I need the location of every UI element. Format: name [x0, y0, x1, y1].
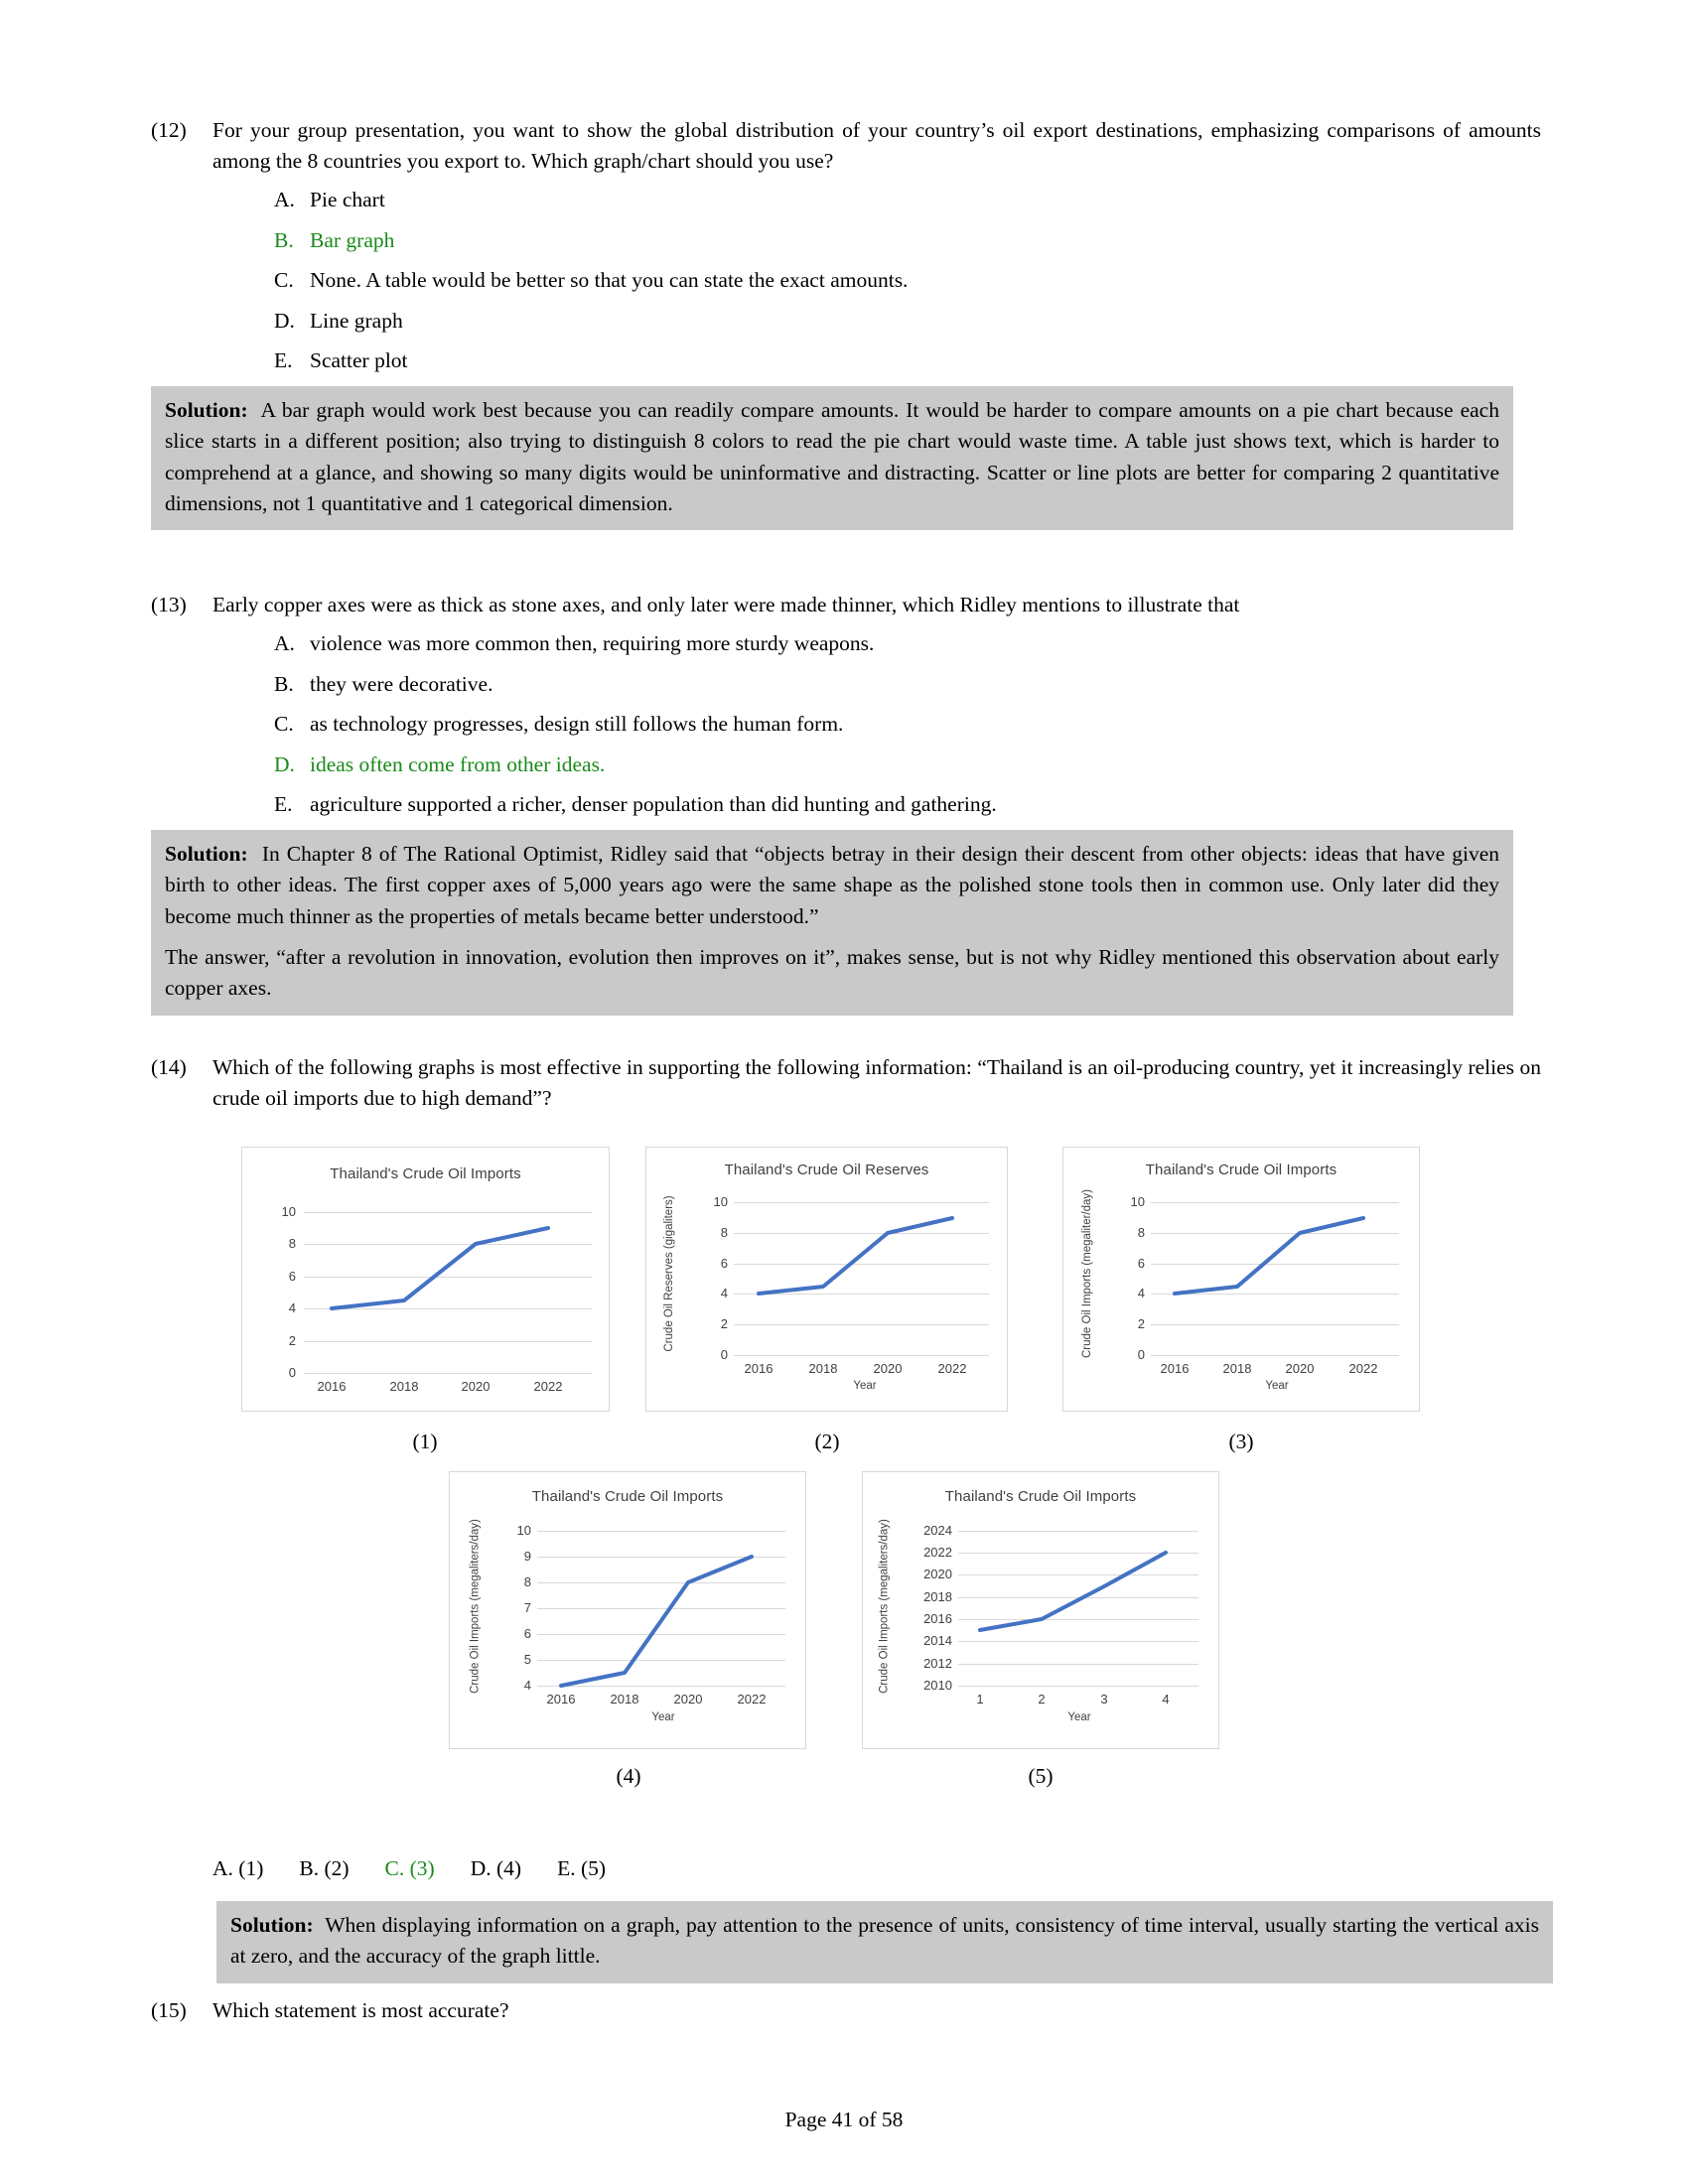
chart-2-yaxis-label: Crude Oil Reserves (gigaliters): [663, 1195, 675, 1352]
chart-2-xtick: 2020: [873, 1361, 903, 1376]
solution-paragraph-1: In Chapter 8 of The Rational Optimist, Ridley said that “objects betray in their design their descent from other objects: ideas that have given birth to other ideas. The first copper axes of 5,000 years ago were the same shape as the polished stone tools then in common use. Only later did they become much thinner as the properties of metals became better understood.”: [165, 841, 1499, 928]
chart-5-ytick: 2024: [923, 1523, 952, 1538]
chart-2-xtick: 2022: [937, 1361, 967, 1376]
chart-2-ytick: 10: [713, 1194, 728, 1209]
chart-3-xtick: 2018: [1222, 1361, 1252, 1376]
chart-3-ytick: 0: [1137, 1347, 1145, 1362]
chart-4-xtick: 2022: [737, 1692, 767, 1706]
choice-letter: B.: [274, 227, 294, 252]
chart-2-caption: (2): [814, 1430, 840, 1453]
question-12: [151, 115, 1541, 530]
chart-1-ytick: 8: [288, 1236, 296, 1251]
question-12-statement: [151, 115, 1541, 177]
answer-14-e[interactable]: [557, 1856, 606, 1881]
chart-2-ytick: 6: [720, 1256, 728, 1271]
chart-3-xtick: 2020: [1285, 1361, 1315, 1376]
solution-text: A bar graph would work best because you can readily compare amounts. It would be harder to compare amounts on a pie chart because each slice starts in a different position; also trying to distinguish 8 colors to read the pie chart would waste time. A table just shows text, which is harder to comprehend at a glance, and showing so many digits would be uninformative and distracting. Scatter or line plots are better for comparing 2 quantitative dimensions, not 1 quantitative and 1 categorical dimension.: [165, 397, 1499, 516]
chart-3-xtick: 2016: [1160, 1361, 1190, 1376]
chart-3-caption: (3): [1228, 1430, 1254, 1453]
question-13-solution: [151, 830, 1513, 1016]
chart-3-series: [1063, 1178, 1421, 1391]
chart-5-xtick: 1: [976, 1692, 984, 1706]
chart-3-ytick: 4: [1137, 1286, 1145, 1300]
choice-12-e[interactable]: [274, 345, 1541, 376]
chart-3-title: Thailand's Crude Oil Imports: [1145, 1161, 1337, 1178]
chart-2-ytick: 4: [720, 1286, 728, 1300]
chart-5-ytick: 2012: [923, 1656, 952, 1671]
chart-4-ytick: 10: [516, 1523, 531, 1538]
chart-5-ytick: 2010: [923, 1678, 952, 1693]
chart-3-ytick: 8: [1137, 1225, 1145, 1240]
chart-3-ytick: 10: [1130, 1194, 1145, 1209]
chart-3-plot: [1063, 1178, 1419, 1391]
chart-1-series: [242, 1182, 611, 1391]
chart-1-ytick: 6: [288, 1269, 296, 1284]
chart-1: [241, 1147, 610, 1412]
chart-5-ytick: 2016: [923, 1611, 952, 1626]
question-12-number: (12): [151, 118, 187, 142]
chart-5-ytick: 2020: [923, 1567, 952, 1581]
chart-4: [449, 1471, 806, 1749]
chart-4-plot: [450, 1505, 805, 1728]
choice-13-e[interactable]: [274, 789, 1541, 820]
choice-letter: E.: [274, 792, 293, 817]
question-12-solution: [151, 386, 1513, 531]
chart-2-xaxis-label: Year: [853, 1380, 877, 1392]
choice-label: None. A table would be better so that you can state the exact amounts.: [310, 268, 909, 293]
chart-2-xtick: 2016: [744, 1361, 774, 1376]
chart-1-xtick: 2016: [317, 1379, 347, 1394]
answer-letter: B.: [299, 1856, 320, 1880]
chart-4-ytick: 9: [523, 1549, 531, 1564]
chart-1-plot: [242, 1182, 609, 1394]
choice-12-a[interactable]: [274, 185, 1541, 215]
chart-2-xtick: 2018: [808, 1361, 838, 1376]
answer-value: (4): [495, 1856, 522, 1880]
chart-4-caption: (4): [616, 1764, 641, 1788]
answer-14-d[interactable]: [471, 1856, 521, 1881]
choice-13-d[interactable]: [274, 750, 1541, 780]
chart-5-yaxis-label: Crude Oil Imports (megaliters/day): [878, 1519, 891, 1694]
answer-14-b[interactable]: [299, 1856, 349, 1881]
chart-4-xaxis-label: Year: [651, 1711, 675, 1723]
chart-1-ytick: 4: [288, 1300, 296, 1315]
chart-4-yaxis-label: Crude Oil Imports (megaliters/day): [469, 1519, 482, 1694]
choice-label: Bar graph: [310, 227, 395, 252]
chart-5-ytick: 2018: [923, 1589, 952, 1604]
question-13: [151, 590, 1541, 1016]
chart-5-ytick: 2014: [923, 1633, 952, 1648]
answer-value: (3): [409, 1856, 435, 1880]
solution-label: Solution:: [165, 397, 248, 422]
chart-4-xtick: 2018: [610, 1692, 639, 1706]
choice-label: they were decorative.: [310, 671, 493, 696]
answer-letter: C.: [384, 1856, 405, 1880]
solution-label: Solution:: [230, 1913, 314, 1937]
choice-label: as technology progresses, design still follows the human form.: [310, 712, 844, 737]
solution-label: Solution:: [165, 841, 248, 866]
chart-2-ytick: 2: [720, 1316, 728, 1331]
choice-letter: D.: [274, 308, 295, 333]
chart-1-title: Thailand's Crude Oil Imports: [330, 1165, 521, 1182]
choice-label: agriculture supported a richer, denser population than did hunting and gathering.: [310, 792, 997, 817]
question-15-number: (15): [151, 1998, 187, 2022]
chart-1-xtick: 2020: [461, 1379, 491, 1394]
solution-text: When displaying information on a graph, pay attention to the presence of units, consistency of time interval, usually starting the vertical axis at zero, and the accuracy of the graph little.: [230, 1913, 1539, 1969]
chart-4-ytick: 6: [523, 1626, 531, 1641]
chart-4-ytick: 5: [523, 1652, 531, 1667]
question-13-statement: [151, 590, 1541, 620]
choice-12-b[interactable]: [274, 225, 1541, 256]
chart-5: [862, 1471, 1219, 1749]
chart-5-xtick: 3: [1100, 1692, 1108, 1706]
choice-letter: C.: [274, 268, 294, 293]
chart-3-ytick: 6: [1137, 1256, 1145, 1271]
question-12-text: For your group presentation, you want to show the global distribution of your country’s oil export destinations, emphasizing comparisons of amounts among the 8 countries you export to. Which graph/chart should you use?: [212, 118, 1541, 174]
chart-5-title: Thailand's Crude Oil Imports: [944, 1488, 1137, 1505]
answer-14-a[interactable]: [212, 1856, 263, 1881]
chart-4-xtick: 2020: [673, 1692, 703, 1706]
chart-2-title: Thailand's Crude Oil Reserves: [724, 1161, 929, 1178]
question-15-statement: [151, 1995, 1541, 2026]
choice-label: ideas often come from other ideas.: [310, 751, 606, 776]
answer-letter: A.: [212, 1856, 233, 1880]
chart-4-title: Thailand's Crude Oil Imports: [531, 1488, 724, 1505]
chart-3-ytick: 2: [1137, 1316, 1145, 1331]
answer-letter: E.: [557, 1856, 576, 1880]
chart-4-xtick: 2016: [546, 1692, 576, 1706]
choice-label: Pie chart: [310, 188, 385, 212]
chart-1-ytick: 2: [288, 1333, 296, 1348]
chart-1-caption: (1): [412, 1430, 438, 1453]
question-15-text: Which statement is most accurate?: [212, 1998, 509, 2022]
chart-2-series: [646, 1178, 1009, 1391]
choice-letter: C.: [274, 712, 294, 737]
question-13-choices: [151, 628, 1541, 820]
question-14: [151, 1052, 1541, 1114]
question-14-answers: [212, 1856, 641, 1881]
question-14-number: (14): [151, 1055, 187, 1079]
chart-5-plot: [863, 1505, 1218, 1728]
chart-3-xaxis-label: Year: [1265, 1380, 1289, 1392]
chart-1-xtick: 2018: [389, 1379, 419, 1394]
choice-13-a[interactable]: [274, 628, 1541, 659]
choice-letter: D.: [274, 751, 295, 776]
chart-2-ytick: 8: [720, 1225, 728, 1240]
choice-13-b[interactable]: [274, 669, 1541, 700]
choice-letter: E.: [274, 348, 293, 373]
answer-14-c[interactable]: [385, 1856, 435, 1881]
chart-4-ytick: 8: [523, 1574, 531, 1589]
question-14-text: Which of the following graphs is most effective in supporting the following information: “Thailand is an oil-producing country, yet it increasingly relies on crude oil imports due to high demand”?: [212, 1055, 1541, 1111]
answer-value: (1): [238, 1856, 264, 1880]
chart-3-yaxis-label: Crude Oil Imports (megaliter/day): [1081, 1189, 1093, 1358]
question-12-choices: [151, 185, 1541, 376]
chart-5-xtick: 4: [1162, 1692, 1170, 1706]
chart-2-plot: [646, 1178, 1007, 1391]
chart-5-xtick: 2: [1038, 1692, 1046, 1706]
choice-label: violence was more common then, requiring more sturdy weapons.: [310, 631, 875, 656]
chart-2-ytick: 0: [720, 1347, 728, 1362]
chart-1-ytick: 10: [281, 1204, 296, 1219]
solution-paragraph-2: The answer, “after a revolution in innovation, evolution then improves on it”, makes sense, but is not why Ridley mentioned this observation about early copper axes.: [165, 944, 1499, 1001]
chart-3-xtick: 2022: [1348, 1361, 1378, 1376]
question-15: [151, 1995, 1541, 2026]
chart-5-ytick: 2022: [923, 1545, 952, 1560]
chart-2: [645, 1147, 1008, 1412]
choice-letter: A.: [274, 631, 295, 656]
chart-3: [1062, 1147, 1420, 1412]
choice-label: Line graph: [310, 308, 403, 333]
answer-value: (2): [324, 1856, 350, 1880]
answer-letter: D.: [470, 1856, 492, 1880]
chart-4-ytick: 4: [523, 1678, 531, 1693]
choice-12-d[interactable]: [274, 306, 1541, 337]
chart-1-xtick: 2022: [533, 1379, 563, 1394]
question-13-number: (13): [151, 593, 187, 616]
question-14-statement: [151, 1052, 1541, 1114]
choice-letter: B.: [274, 671, 294, 696]
choice-label: Scatter plot: [310, 348, 408, 373]
choice-12-c[interactable]: [274, 265, 1541, 296]
question-14-solution: [216, 1901, 1553, 1983]
chart-5-caption: (5): [1028, 1764, 1054, 1788]
choice-letter: A.: [274, 188, 295, 212]
chart-4-ytick: 7: [523, 1600, 531, 1615]
chart-5-xaxis-label: Year: [1067, 1711, 1091, 1723]
question-13-text: Early copper axes were as thick as stone axes, and only later were made thinner, which Ridley mentions to illustrate that: [212, 593, 1240, 616]
page-footer: Page 41 of 58: [784, 2108, 904, 2131]
choice-13-c[interactable]: [274, 709, 1541, 740]
chart-1-ytick: 0: [288, 1365, 296, 1380]
answer-value: (5): [580, 1856, 607, 1880]
